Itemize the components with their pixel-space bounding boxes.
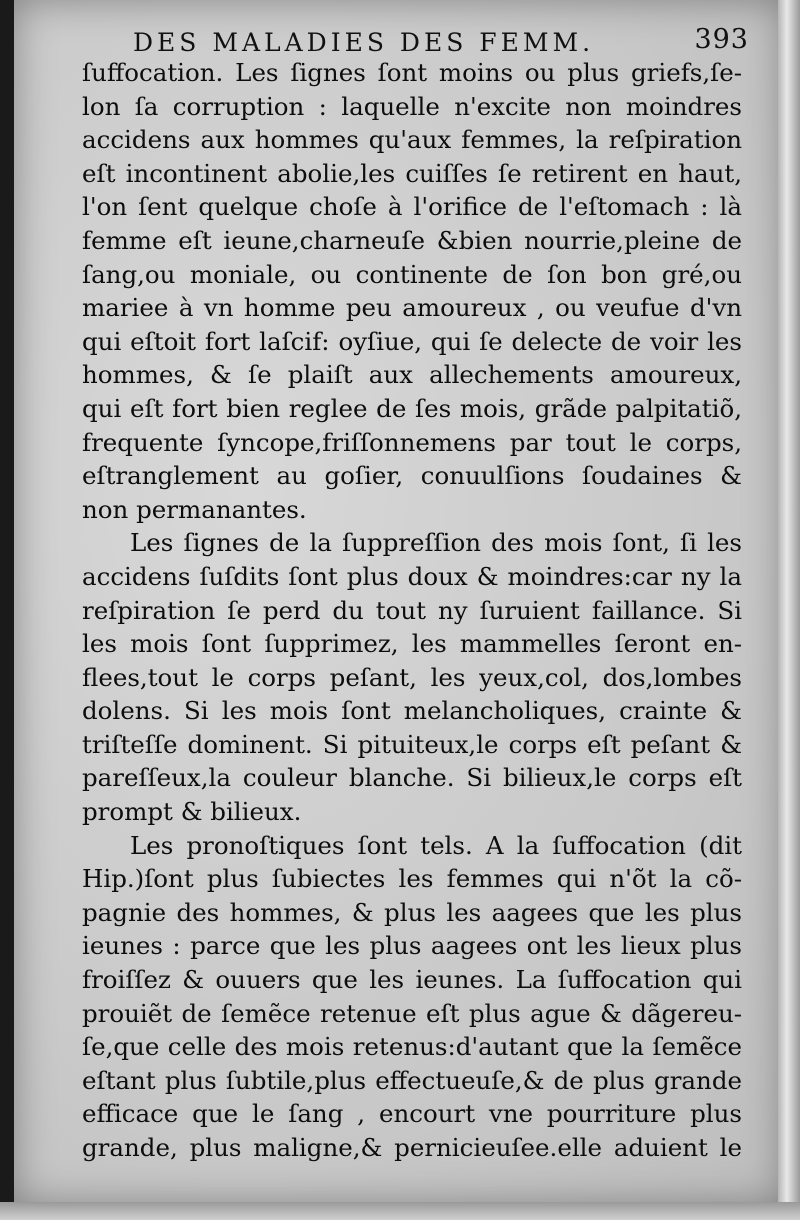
page-edge-bottom <box>0 1202 800 1220</box>
text-line: Hip.)ſont plus ſubiectes les femmes qui n'õt la cõ- <box>82 864 742 894</box>
text-line: flees,tout le corps peſant, les yeux,col, dos,lombes <box>82 662 742 692</box>
text-line: ſuffocation. Les ſignes ſont moins ou plus griefs,ſe- <box>82 58 742 87</box>
text-line: prompt & bilieux. <box>82 797 302 827</box>
text-line: dolens. Si les mois ſont melancholiques, crainte & <box>82 696 742 726</box>
text-line: lon ſa corruption : laquelle n'excite non moindres <box>82 91 742 121</box>
text-line: grande, plus maligne,& pernicieuſee.elle aduient le <box>82 1133 742 1162</box>
text-line: reſpiration ſe perd du tout ny ſuruient faillance. Si <box>82 595 742 625</box>
text-line: mariee à vn homme peu amoureux , ou veufue d'vn <box>82 293 742 323</box>
text-line: femme eſt ieune,charneuſe &bien nourrie,pleine de <box>82 225 742 255</box>
text-line: ſang,ou moniale, ou continente de ſon bon gré,ou <box>82 259 742 289</box>
text-line: frequente ſyncope,friſſonnemens par tout le corps, <box>82 427 742 457</box>
text-line: accidens ſuſdits ſont plus doux & moindres:car ny la <box>82 561 742 591</box>
text-line: pareſſeux,la couleur blanche. Si bilieux,le corps eſt <box>82 763 742 793</box>
text-line: l'on ſent quelque choſe à l'orifice de l'eſtomach : là <box>82 192 742 222</box>
text-line: qui eſtoit fort laſcif: oyſiue, qui ſe delecte de voir les <box>82 326 742 356</box>
text-line: Les pronoſtiques ſont tels. A la ſuffocation (dit <box>130 830 742 860</box>
text-line: pagnie des hommes, & plus les aagees que les plus <box>82 897 742 927</box>
text-line: efficace que le ſang , encourt vne pourriture plus <box>82 1099 742 1129</box>
text-line: Les ſignes de la ſuppreſſion des mois ſont, ſi les <box>130 528 742 558</box>
body-text <box>82 56 742 1165</box>
book-page <box>14 0 784 1205</box>
text-line: froiſſez & ouuers que les ieunes. La ſuffocation qui <box>82 965 742 995</box>
text-line: ieunes : parce que les plus aagees ont les lieux plus <box>82 931 742 961</box>
text-line: eſtant plus ſubtile,plus effectueuſe,& de plus grande <box>82 1065 742 1095</box>
text-line: triſteſſe dominent. Si pituiteux,le corps eſt peſant & <box>82 729 742 759</box>
page-number: 393 <box>694 24 749 55</box>
text-line: qui eſt fort bien reglee de ſes mois, grãde palpitatiõ, <box>82 393 742 423</box>
text-line: eſtranglement au goſier, conuulſions ſoudaines & <box>82 461 742 491</box>
text-line: hommes, & ſe plaiſt aux allechements amoureux, <box>82 360 742 390</box>
running-title: DES MALADIES DES FEMM. <box>133 28 595 57</box>
text-line: les mois ſont ſupprimez, les mammelles ſeront en- <box>82 629 742 659</box>
text-line: accidens aux hommes qu'aux femmes, la reſpiration <box>82 125 742 155</box>
page-edge-right <box>778 0 800 1220</box>
text-line: prouiẽt de ſemẽce retenue eſt plus ague & dãgereu- <box>82 998 742 1028</box>
text-line: eſt incontinent abolie,les cuiſſes ſe retirent en haut, <box>82 158 742 188</box>
text-line: ſe,que celle des mois retenus:d'autant que la ſemẽce <box>82 1032 742 1062</box>
text-line: non permanantes. <box>82 494 307 524</box>
